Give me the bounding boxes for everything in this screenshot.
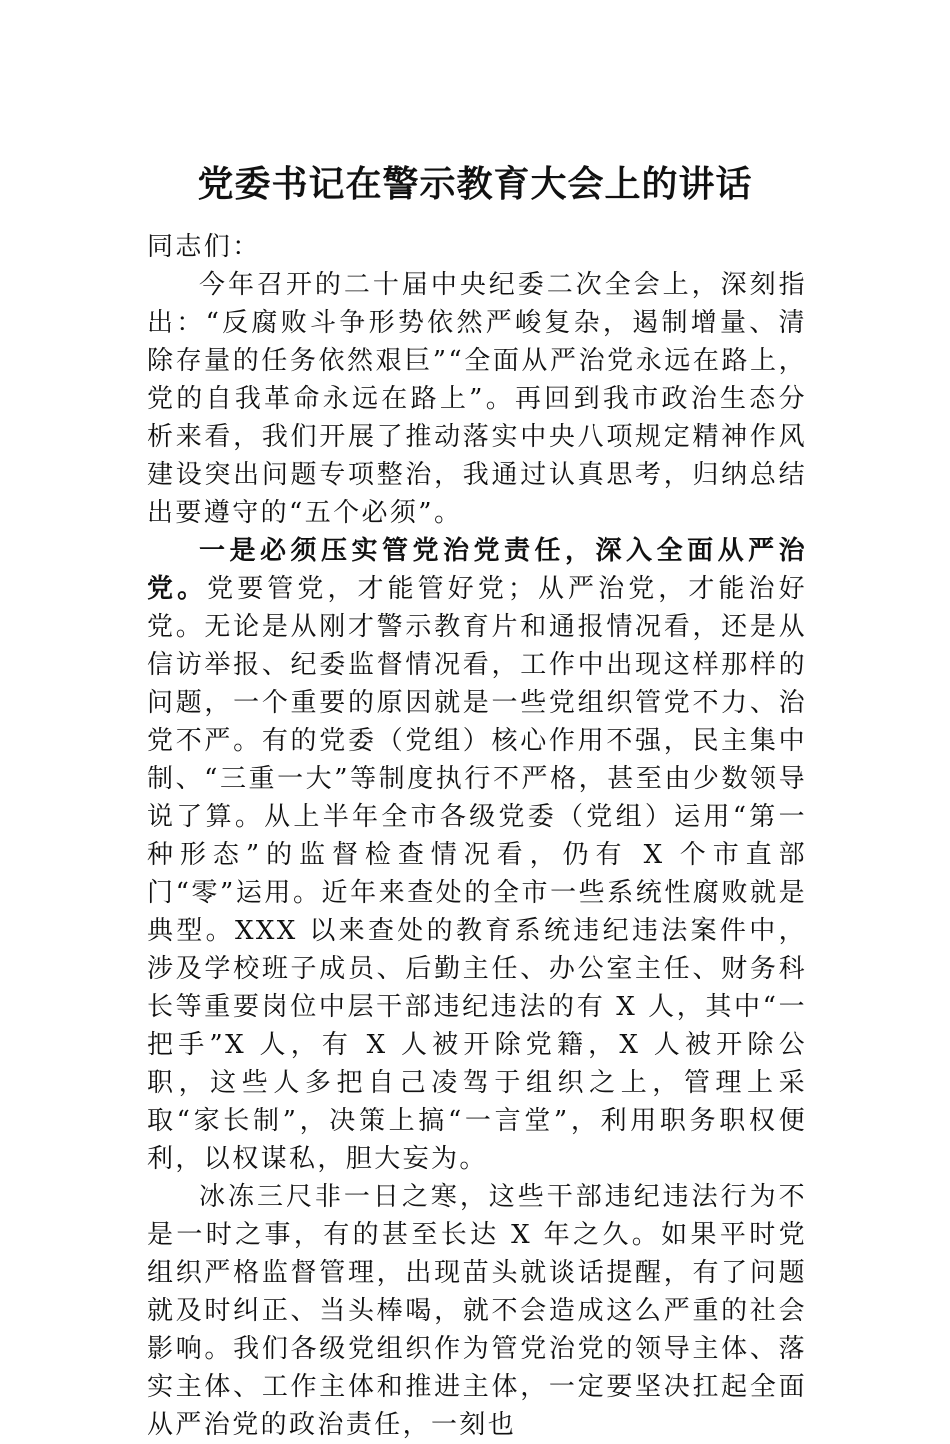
- paragraph-continuation: [147, 1178, 807, 1444]
- paragraph-text: 今年召开的二十届中央纪委二次全会上，深刻指出：“反腐败斗争形势依然严峻复杂，遏制增量、清除存量的任务依然艰巨”“全面从严治党永远在路上，党的自我革命永远在路上”。再回到我市政治生态分析来看，我们开展了推动落实中央八项规定精神作风建设突出问题专项整治，我通过认真思考，归纳总结出要遵守的“五个必须”。: [147, 270, 807, 528]
- paragraph-first-must: [147, 532, 807, 1178]
- salutation: 同志们：: [147, 232, 261, 262]
- paragraph-text: 冰冻三尺非一日之寒，这些干部违纪违法行为不是一时之事，有的甚至长达 X 年之久。如果平时党组织严格监督管理，出现苗头就谈话提醒，有了问题就及时纠正、当头棒喝，就不会造成这么严重的社会影响。我们各级党组织作为管党治党的领导主体、落实主体、工作主体和推进主体，一定要坚决扛起全面从严治党的政治责任，一刻也: [147, 1182, 807, 1440]
- paragraph-lead-heading: 一是必须压实管党治党责任，深入全面从严治党。: [147, 536, 807, 604]
- paragraph-text: 党要管党，才能管好党；从严治党，才能治好党。无论是从刚才警示教育片和通报情况看，还是从信访举报、纪委监督情况看，工作中出现这样那样的问题，一个重要的原因就是一些党组织管党不力、治党不严。有的党委（党组）核心作用不强，民主集中制、“三重一大”等制度执行不严格，甚至由少数领导说了算。从上半年全市各级党委（党组）运用“第一种形态”的监督检查情况看，仍有 X 个市直部门“零”运用。近年来查处的全市一些系统性腐败就是典型。XXX 以来查处的教育系统违纪违法案件中，涉及学校班子成员、后勤主任、办公室主任、财务科长等重要岗位中层干部违纪违法的有 X 人，其中“一把手”X 人，有 X 人被开除党籍，X 人被开除公职，这些人多把自己凌驾于组织之上，管理上采取“家长制”，决策上搞“一言堂”，利用职务职权便利，以权谋私，胆大妄为。: [147, 574, 807, 1174]
- document-title: 党委书记在警示教育大会上的讲话: [197, 163, 753, 205]
- paragraph-intro: [147, 266, 807, 532]
- document-body: [147, 228, 807, 1444]
